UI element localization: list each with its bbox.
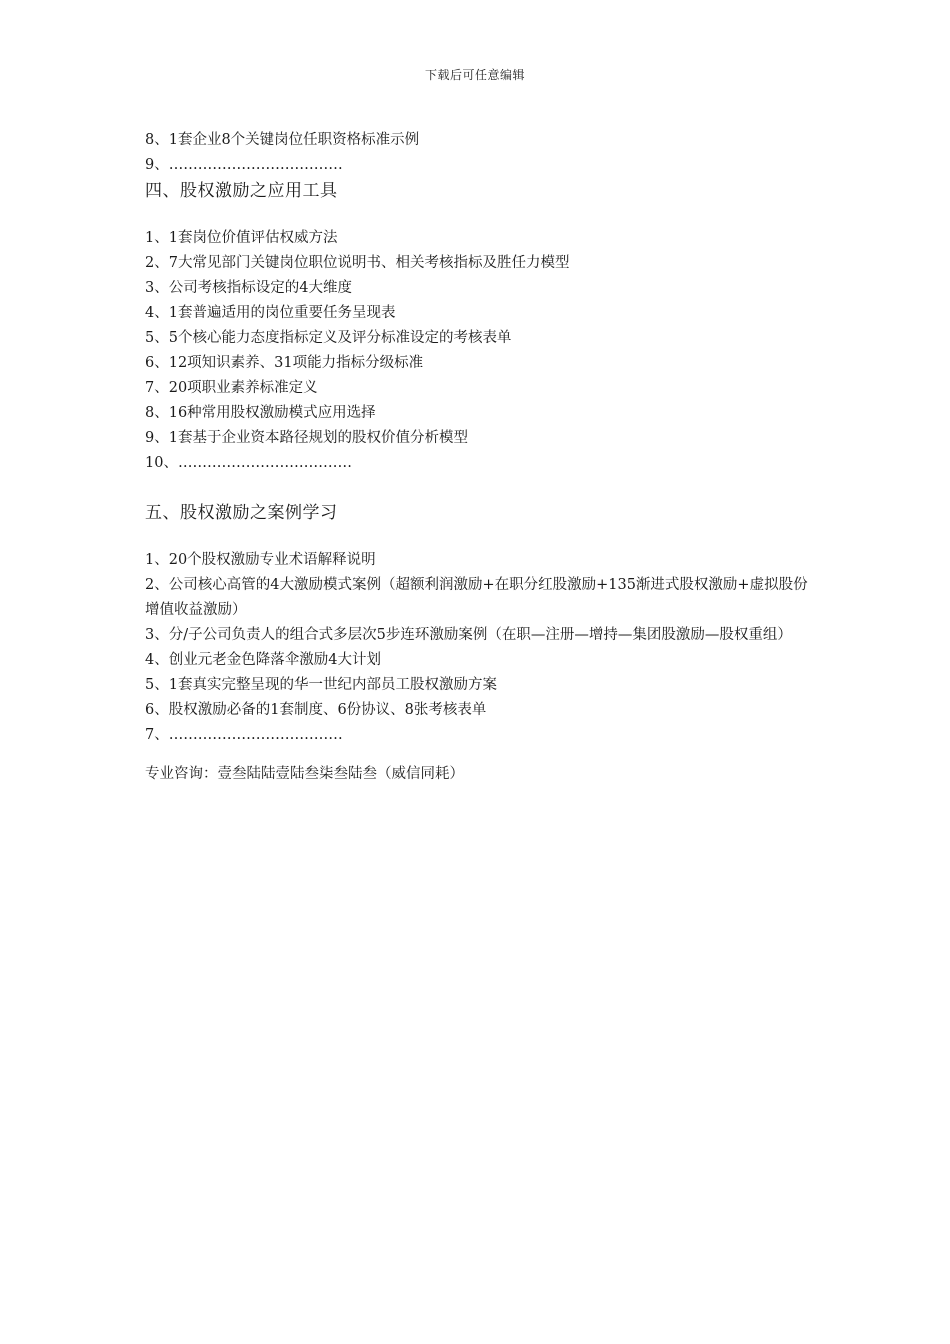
list-item: 9、………………………………	[145, 157, 343, 173]
list-item: 7、………………………………	[145, 727, 343, 743]
list-item: 2、7大常见部门关键岗位职位说明书、相关考核指标及胜任力模型	[145, 255, 570, 271]
list-item: 5、5个核心能力态度指标定义及评分标准设定的考核表单	[145, 330, 512, 346]
list-item: 8、16种常用股权激励模式应用选择	[145, 405, 376, 421]
list-item: 8、1套企业8个关键岗位任职资格标准示例	[145, 132, 420, 148]
list-item: 4、1套普遍适用的岗位重要任务呈现表	[145, 305, 396, 321]
list-item: 1、1套岗位价值评估权威方法	[145, 230, 338, 246]
list-item: 6、股权激励必备的1套制度、6份协议、8张考核表单	[145, 702, 487, 718]
list-item: 7、20项职业素养标准定义	[145, 380, 318, 396]
list-item: 4、创业元老金色降落伞激励4大计划	[145, 652, 381, 668]
list-item: 5、1套真实完整呈现的华一世纪内部员工股权激励方案	[145, 677, 497, 693]
list-item: 1、20个股权激励专业术语解释说明	[145, 552, 376, 568]
section-heading-tools: 四、股权激励之应用工具	[145, 181, 338, 201]
section-heading-cases: 五、股权激励之案例学习	[145, 503, 338, 523]
list-item: 9、1套基于企业资本路径规划的股权价值分析模型	[145, 430, 468, 446]
document-body	[145, 128, 810, 787]
contact-line: 专业咨询：壹叁陆陆壹陆叁柒叁陆叁（威信同耗）	[145, 766, 464, 782]
list-item: 2、公司核心高管的4大激励模式案例（超额利润激励+在职分红股激励+135渐进式股权激励+虚拟股份增值收益激励）	[145, 577, 808, 618]
list-item: 3、公司考核指标设定的4大维度	[145, 280, 352, 296]
list-item: 3、分/子公司负责人的组合式多层次5步连环激励案例（在职—注册—增持—集团股激励—股权重组）	[145, 627, 792, 643]
list-item: 10、………………………………	[145, 455, 352, 471]
page-header-note: 下载后可任意编辑	[424, 68, 525, 82]
list-item: 6、12项知识素养、31项能力指标分级标准	[145, 355, 424, 371]
